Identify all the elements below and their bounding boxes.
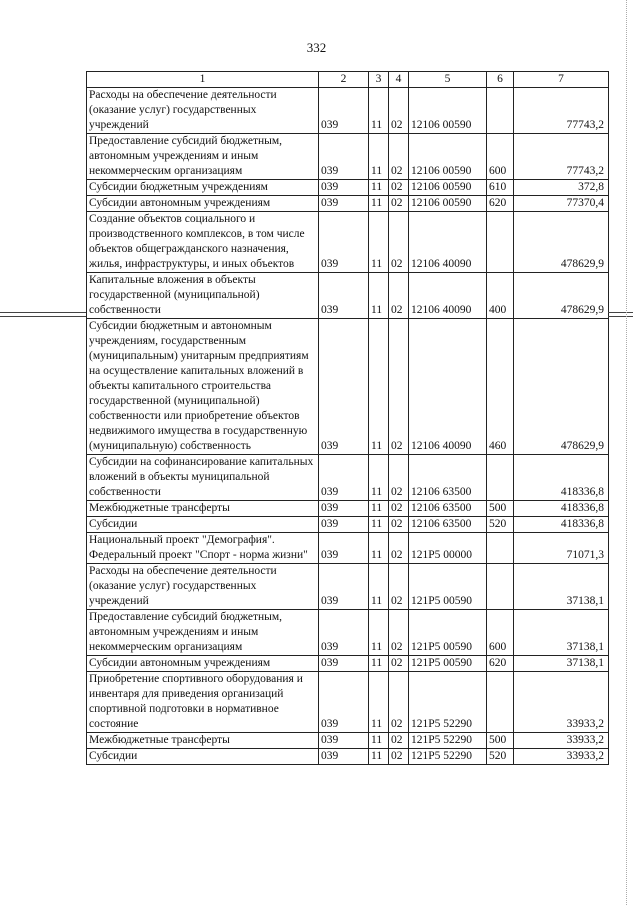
row-ministry-cell: 039 xyxy=(319,319,369,455)
column-header-name: 1 xyxy=(87,72,319,88)
row-expense-type-cell xyxy=(487,212,514,273)
row-ministry-cell: 039 xyxy=(319,656,369,672)
table-row xyxy=(87,319,609,455)
column-header-section: 3 xyxy=(369,72,389,88)
row-target-cell: 12106 00590 xyxy=(409,88,487,134)
row-target-cell: 12106 63500 xyxy=(409,455,487,501)
column-header-target: 5 xyxy=(409,72,487,88)
row-section-cell: 11 xyxy=(369,273,389,319)
row-ministry-cell: 039 xyxy=(319,88,369,134)
row-expense-type-cell: 610 xyxy=(487,180,514,196)
column-header-amount: 7 xyxy=(514,72,609,88)
table-row xyxy=(87,196,609,212)
table-row xyxy=(87,180,609,196)
table-row xyxy=(87,656,609,672)
row-expense-type-cell: 500 xyxy=(487,733,514,749)
table-row xyxy=(87,455,609,501)
row-subsection-cell: 02 xyxy=(389,212,409,273)
row-expense-type-cell: 400 xyxy=(487,273,514,319)
row-section-cell: 11 xyxy=(369,517,389,533)
row-ministry-cell: 039 xyxy=(319,501,369,517)
row-ministry-cell: 039 xyxy=(319,533,369,564)
row-subsection-cell: 02 xyxy=(389,517,409,533)
row-target-cell: 12106 63500 xyxy=(409,517,487,533)
row-subsection-cell: 02 xyxy=(389,610,409,656)
row-ministry-cell: 039 xyxy=(319,564,369,610)
row-amount-cell: 33933,2 xyxy=(514,672,609,733)
row-section-cell: 11 xyxy=(369,656,389,672)
row-subsection-cell: 02 xyxy=(389,749,409,765)
column-header-expense-type: 6 xyxy=(487,72,514,88)
table-row xyxy=(87,733,609,749)
row-section-cell: 11 xyxy=(369,610,389,656)
row-expense-type-cell xyxy=(487,672,514,733)
row-target-cell: 12106 63500 xyxy=(409,501,487,517)
row-expense-type-cell xyxy=(487,533,514,564)
row-section-cell: 11 xyxy=(369,455,389,501)
row-amount-cell: 77743,2 xyxy=(514,88,609,134)
row-ministry-cell: 039 xyxy=(319,212,369,273)
scan-artifact-line xyxy=(608,312,633,313)
header-row xyxy=(87,72,609,88)
row-subsection-cell: 02 xyxy=(389,88,409,134)
row-ministry-cell: 039 xyxy=(319,517,369,533)
row-amount-cell: 37138,1 xyxy=(514,656,609,672)
row-name-cell: Предоставление субсидий бюджетным, автономным учреждениям и иным некоммерческим организациям xyxy=(87,610,319,656)
row-section-cell: 11 xyxy=(369,180,389,196)
row-expense-type-cell: 520 xyxy=(487,749,514,765)
row-name-cell: Расходы на обеспечение деятельности (оказание услуг) государственных учреждений xyxy=(87,88,319,134)
row-amount-cell: 33933,2 xyxy=(514,733,609,749)
budget-table xyxy=(86,71,609,765)
row-expense-type-cell xyxy=(487,88,514,134)
table-row xyxy=(87,501,609,517)
column-header-ministry: 2 xyxy=(319,72,369,88)
row-amount-cell: 33933,2 xyxy=(514,749,609,765)
row-ministry-cell: 039 xyxy=(319,672,369,733)
row-subsection-cell: 02 xyxy=(389,672,409,733)
table-header xyxy=(87,72,609,88)
row-section-cell: 11 xyxy=(369,88,389,134)
row-amount-cell: 418336,8 xyxy=(514,517,609,533)
row-expense-type-cell: 600 xyxy=(487,610,514,656)
row-subsection-cell: 02 xyxy=(389,656,409,672)
row-section-cell: 11 xyxy=(369,212,389,273)
row-subsection-cell: 02 xyxy=(389,319,409,455)
table-row xyxy=(87,533,609,564)
row-expense-type-cell: 500 xyxy=(487,501,514,517)
row-amount-cell: 37138,1 xyxy=(514,564,609,610)
row-section-cell: 11 xyxy=(369,501,389,517)
row-section-cell: 11 xyxy=(369,564,389,610)
row-expense-type-cell: 620 xyxy=(487,196,514,212)
row-amount-cell: 478629,9 xyxy=(514,212,609,273)
row-ministry-cell: 039 xyxy=(319,196,369,212)
table-row xyxy=(87,749,609,765)
row-name-cell: Субсидии xyxy=(87,749,319,765)
row-target-cell: 12106 00590 xyxy=(409,180,487,196)
row-subsection-cell: 02 xyxy=(389,196,409,212)
row-amount-cell: 372,8 xyxy=(514,180,609,196)
row-ministry-cell: 039 xyxy=(319,733,369,749)
row-amount-cell: 37138,1 xyxy=(514,610,609,656)
row-target-cell: 121P5 00590 xyxy=(409,610,487,656)
row-name-cell: Субсидии на софинансирование капитальных вложений в объекты муниципальной собственности xyxy=(87,455,319,501)
row-section-cell: 11 xyxy=(369,749,389,765)
row-name-cell: Субсидии автономным учреждениям xyxy=(87,656,319,672)
row-amount-cell: 418336,8 xyxy=(514,501,609,517)
row-target-cell: 121P5 52290 xyxy=(409,749,487,765)
row-name-cell: Субсидии бюджетным учреждениям xyxy=(87,180,319,196)
row-expense-type-cell: 600 xyxy=(487,134,514,180)
table-row xyxy=(87,564,609,610)
row-subsection-cell: 02 xyxy=(389,533,409,564)
row-section-cell: 11 xyxy=(369,134,389,180)
table-row xyxy=(87,134,609,180)
row-amount-cell: 71071,3 xyxy=(514,533,609,564)
row-name-cell: Субсидии бюджетным и автономным учреждениям, государственным (муниципальным) унитарным предприятиям на осуществление капитальных вложений в объекты капитального строительства государственной (муниципальной) собственности или приобретение объектов недвижимого имущества в государственную (муниципальную) собственность xyxy=(87,319,319,455)
row-expense-type-cell xyxy=(487,564,514,610)
row-expense-type-cell: 520 xyxy=(487,517,514,533)
row-section-cell: 11 xyxy=(369,533,389,564)
row-target-cell: 121P5 52290 xyxy=(409,733,487,749)
row-name-cell: Приобретение спортивного оборудования и инвентаря для приведения организаций спортивной подготовки в нормативное состояние xyxy=(87,672,319,733)
table-body xyxy=(87,88,609,765)
row-ministry-cell: 039 xyxy=(319,134,369,180)
table-row xyxy=(87,273,609,319)
row-subsection-cell: 02 xyxy=(389,501,409,517)
page-number: 332 xyxy=(306,40,327,55)
row-target-cell: 121P5 52290 xyxy=(409,672,487,733)
row-subsection-cell: 02 xyxy=(389,455,409,501)
row-expense-type-cell: 460 xyxy=(487,319,514,455)
row-target-cell: 12106 00590 xyxy=(409,196,487,212)
row-amount-cell: 478629,9 xyxy=(514,273,609,319)
row-name-cell: Межбюджетные трансферты xyxy=(87,501,319,517)
scan-edge-mark xyxy=(626,0,627,905)
table-row xyxy=(87,88,609,134)
row-name-cell: Межбюджетные трансферты xyxy=(87,733,319,749)
row-subsection-cell: 02 xyxy=(389,733,409,749)
row-name-cell: Национальный проект "Демография". Федеральный проект "Спорт - норма жизни" xyxy=(87,533,319,564)
row-section-cell: 11 xyxy=(369,733,389,749)
table-row xyxy=(87,212,609,273)
row-name-cell: Расходы на обеспечение деятельности (оказание услуг) государственных учреждений xyxy=(87,564,319,610)
row-target-cell: 12106 00590 xyxy=(409,134,487,180)
column-header-subsection: 4 xyxy=(389,72,409,88)
row-name-cell: Субсидии автономным учреждениям xyxy=(87,196,319,212)
row-ministry-cell: 039 xyxy=(319,273,369,319)
row-subsection-cell: 02 xyxy=(389,273,409,319)
scan-artifact-line xyxy=(0,312,86,313)
row-subsection-cell: 02 xyxy=(389,564,409,610)
row-amount-cell: 478629,9 xyxy=(514,319,609,455)
row-amount-cell: 77743,2 xyxy=(514,134,609,180)
row-name-cell: Капитальные вложения в объекты государственной (муниципальной) собственности xyxy=(87,273,319,319)
row-expense-type-cell: 620 xyxy=(487,656,514,672)
row-amount-cell: 77370,4 xyxy=(514,196,609,212)
row-ministry-cell: 039 xyxy=(319,749,369,765)
table-row xyxy=(87,610,609,656)
row-ministry-cell: 039 xyxy=(319,455,369,501)
row-ministry-cell: 039 xyxy=(319,180,369,196)
table-row xyxy=(87,517,609,533)
row-target-cell: 121P5 00590 xyxy=(409,564,487,610)
row-target-cell: 12106 40090 xyxy=(409,319,487,455)
row-target-cell: 12106 40090 xyxy=(409,273,487,319)
row-amount-cell: 418336,8 xyxy=(514,455,609,501)
row-name-cell: Субсидии xyxy=(87,517,319,533)
row-target-cell: 121P5 00590 xyxy=(409,656,487,672)
row-section-cell: 11 xyxy=(369,196,389,212)
row-target-cell: 121P5 00000 xyxy=(409,533,487,564)
row-section-cell: 11 xyxy=(369,319,389,455)
row-subsection-cell: 02 xyxy=(389,180,409,196)
row-name-cell: Предоставление субсидий бюджетным, автономным учреждениям и иным некоммерческим организациям xyxy=(87,134,319,180)
scan-artifact-line xyxy=(0,316,86,317)
row-expense-type-cell xyxy=(487,455,514,501)
table-row xyxy=(87,672,609,733)
row-section-cell: 11 xyxy=(369,672,389,733)
row-ministry-cell: 039 xyxy=(319,610,369,656)
row-name-cell: Создание объектов социального и производственного комплексов, в том числе объектов общегражданского назначения, жилья, инфраструктуры, и иных объектов xyxy=(87,212,319,273)
row-subsection-cell: 02 xyxy=(389,134,409,180)
scan-artifact-line xyxy=(608,316,633,317)
row-target-cell: 12106 40090 xyxy=(409,212,487,273)
